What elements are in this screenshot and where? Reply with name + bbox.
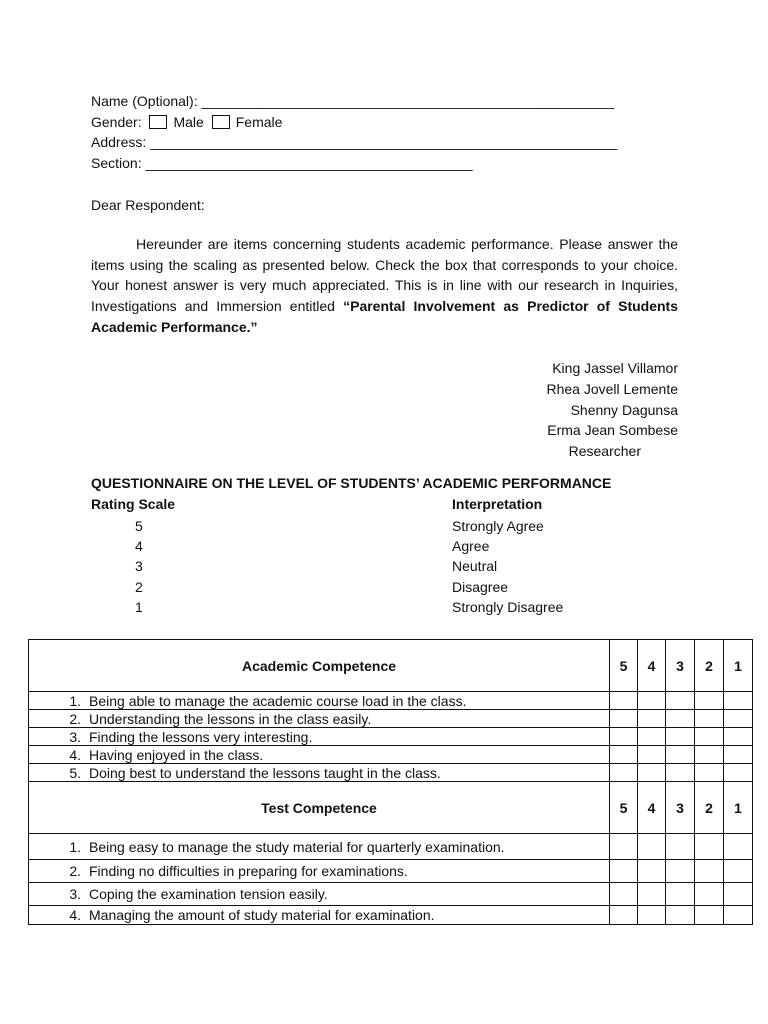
scale-value: 5 (135, 518, 143, 534)
scale-value: 2 (135, 579, 143, 595)
signatory-2: Rhea Jovell Lemente (546, 381, 678, 397)
table-row (29, 834, 753, 860)
rating-cell[interactable] (638, 746, 666, 764)
male-label: Male (173, 114, 204, 130)
rating-cell[interactable] (695, 692, 724, 710)
rating-cell[interactable] (610, 746, 638, 764)
item-number: 1. (69, 838, 81, 855)
rating-cell[interactable] (610, 860, 638, 883)
rating-cell[interactable] (610, 764, 638, 782)
item-cell (29, 860, 610, 883)
rating-cell[interactable] (638, 860, 666, 883)
gender-label: Gender: (91, 114, 142, 130)
salutation: Dear Respondent: (91, 197, 205, 213)
table-row (29, 860, 753, 883)
interpretation-header: Interpretation (452, 496, 543, 512)
rating-cell[interactable] (695, 746, 724, 764)
rating-cell[interactable] (610, 692, 638, 710)
scale-value: 4 (135, 538, 143, 554)
rating-column-header: 1 (724, 640, 753, 692)
rating-cell[interactable] (666, 728, 695, 746)
item-text: Having enjoyed in the class. (89, 746, 264, 763)
rating-cell[interactable] (695, 860, 724, 883)
section-title: Test Competence (29, 782, 610, 834)
section-title: Academic Competence (29, 640, 610, 692)
rating-cell[interactable] (666, 860, 695, 883)
gender-field-row (91, 113, 282, 131)
rating-cell[interactable] (666, 692, 695, 710)
item-number: 3. (69, 886, 81, 902)
table-row (29, 906, 753, 925)
section-header-row (29, 782, 753, 834)
rating-cell[interactable] (724, 764, 753, 782)
rating-cell[interactable] (695, 883, 724, 906)
item-text: Finding no difficulties in preparing for examinations. (89, 863, 408, 879)
rating-cell[interactable] (724, 692, 753, 710)
rating-cell[interactable] (724, 746, 753, 764)
table-row (29, 883, 753, 906)
female-checkbox[interactable] (212, 115, 230, 129)
rating-column-header: 2 (695, 782, 724, 834)
rating-cell[interactable] (666, 710, 695, 728)
address-field-row (91, 133, 617, 151)
item-cell (29, 728, 610, 746)
rating-cell[interactable] (695, 728, 724, 746)
questionnaire-table (28, 639, 753, 925)
item-cell (29, 710, 610, 728)
rating-column-header: 5 (610, 782, 638, 834)
item-cell (29, 834, 610, 860)
item-number: 1. (69, 692, 81, 709)
rating-cell[interactable] (724, 883, 753, 906)
rating-cell[interactable] (638, 834, 666, 860)
item-number: 4. (69, 907, 81, 923)
item-text: Managing the amount of study material for examination. (89, 907, 435, 923)
item-text: Being easy to manage the study material for quarterly examination. (89, 838, 505, 855)
item-number: 2. (69, 710, 81, 727)
rating-column-header: 1 (724, 782, 753, 834)
rating-cell[interactable] (638, 764, 666, 782)
item-text: Finding the lessons very interesting. (89, 728, 313, 745)
address-label: Address: (91, 134, 151, 150)
rating-cell[interactable] (724, 728, 753, 746)
scale-label: Strongly Disagree (452, 599, 564, 615)
item-text: Understanding the lessons in the class easily. (89, 710, 372, 727)
signatory-3: Shenny Dagunsa (570, 402, 678, 418)
rating-scale-header: Rating Scale (91, 496, 176, 512)
rating-column-header: 5 (610, 640, 638, 692)
male-checkbox[interactable] (149, 115, 167, 129)
item-cell (29, 692, 610, 710)
item-text: Coping the examination tension easily. (89, 886, 328, 902)
rating-cell[interactable] (695, 710, 724, 728)
table-row (29, 746, 753, 764)
item-cell (29, 883, 610, 906)
rating-cell[interactable] (638, 728, 666, 746)
female-label: Female (235, 114, 283, 130)
rating-column-header: 4 (638, 782, 666, 834)
item-number: 3. (69, 728, 81, 745)
scale-value: 1 (135, 599, 143, 615)
rating-cell[interactable] (695, 906, 724, 925)
rating-cell[interactable] (638, 906, 666, 925)
rating-cell[interactable] (666, 834, 695, 860)
rating-cell[interactable] (666, 764, 695, 782)
rating-column-header: 3 (666, 640, 695, 692)
rating-cell[interactable] (610, 883, 638, 906)
rating-cell[interactable] (666, 746, 695, 764)
rating-cell[interactable] (666, 883, 695, 906)
rating-cell[interactable] (638, 710, 666, 728)
address-field[interactable]: ____________________________________________________________ (150, 134, 618, 150)
item-cell (29, 746, 610, 764)
item-number: 5. (69, 764, 81, 781)
item-text: Being able to manage the academic course load in the class. (89, 692, 467, 709)
scale-label: Strongly Agree (452, 518, 544, 534)
table-row (29, 728, 753, 746)
item-cell (29, 906, 610, 925)
scale-value: 3 (135, 558, 143, 574)
rating-cell[interactable] (695, 764, 724, 782)
table-row (29, 710, 753, 728)
rating-cell[interactable] (724, 860, 753, 883)
scale-label: Disagree (452, 579, 509, 595)
rating-cell[interactable] (638, 692, 666, 710)
scale-label: Agree (452, 538, 490, 554)
letter-body (91, 234, 678, 338)
name-field-row (91, 92, 614, 110)
research-title-end: .” (246, 318, 258, 335)
rating-cell[interactable] (610, 728, 638, 746)
rating-cell[interactable] (666, 906, 695, 925)
name-field[interactable]: _____________________________________________________ (201, 93, 615, 109)
rating-cell[interactable] (724, 710, 753, 728)
table-row (29, 692, 753, 710)
signatory-1: King Jassel Villamor (552, 360, 678, 376)
questionnaire-title: QUESTIONNAIRE ON THE LEVEL OF STUDENTS’ ACADEMIC PERFORMANCE (91, 475, 612, 491)
name-label: Name (Optional): (91, 93, 202, 109)
item-text: Doing best to understand the lessons taught in the class. (89, 764, 441, 781)
section-field[interactable]: __________________________________________ (145, 155, 473, 171)
letter-body-text: Hereunder are items concerning students academic performance. Please answer the items using the scaling as presented below. Check the box that corresponds to your choice. Your honest answer is very much appreciated. This is in line with our research in Inquiries, Investigations and Immersion entitled (91, 236, 678, 315)
rating-cell[interactable] (610, 710, 638, 728)
section-label: Section: (91, 155, 146, 171)
scale-label: Neutral (452, 558, 498, 574)
researcher-role: Researcher (568, 443, 641, 459)
item-number: 2. (69, 863, 81, 879)
table-row (29, 764, 753, 782)
item-number: 4. (69, 746, 81, 763)
section-header-row (29, 640, 753, 692)
rating-column-header: 2 (695, 640, 724, 692)
rating-cell[interactable] (610, 834, 638, 860)
rating-cell[interactable] (724, 834, 753, 860)
rating-cell[interactable] (638, 883, 666, 906)
section-field-row (91, 154, 473, 172)
research-title: “Parental Involvement as Predictor of Students Academic Performance (91, 298, 678, 335)
rating-column-header: 3 (666, 782, 695, 834)
item-cell (29, 764, 610, 782)
rating-cell[interactable] (695, 834, 724, 860)
rating-cell[interactable] (610, 906, 638, 925)
rating-column-header: 4 (638, 640, 666, 692)
signatory-4: Erma Jean Sombese (547, 422, 678, 438)
rating-cell[interactable] (724, 906, 753, 925)
